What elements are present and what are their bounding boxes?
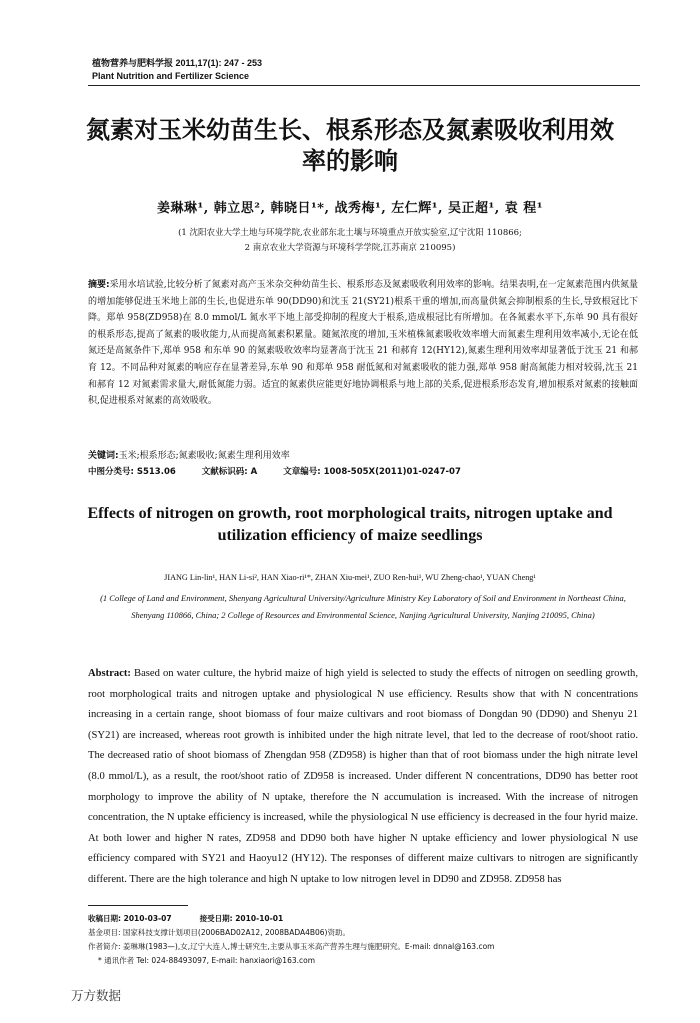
journal-header: [92, 57, 262, 83]
en-title: Effects of nitrogen on growth, root morphological traits, nitrogen uptake and utilization efficiency of maize seedlings: [87, 505, 613, 544]
header-rule: [88, 85, 640, 86]
document-code: 文献标识码: A: [201, 467, 258, 477]
cn-affiliation-1: (1 沈阳农业大学土地与环境学院,农业部东北土壤与环境重点开放实验室,辽宁沈阳 110866;: [178, 228, 522, 238]
accepted-date: 接受日期: 2010-10-01: [199, 914, 284, 923]
en-abstract: [88, 664, 638, 902]
keywords-label: 关键词:: [88, 451, 119, 461]
journal-en-line: Plant Nutrition and Fertilizer Science: [92, 71, 250, 81]
classification-line: [88, 464, 638, 481]
footnote-funding: 基金项目: 国家科技支撑计划项目(2006BAD02A12, 2008BADA4B06)资助。: [88, 928, 350, 937]
cn-title: 氮素对玉米幼苗生长、根系形态及氮素吸收利用效率的影响: [86, 116, 614, 175]
article-number: 文章编号: 1008-505X(2011)01-0247-07: [283, 467, 461, 477]
footnote-rule: [88, 905, 188, 906]
cn-affiliation: [80, 226, 620, 256]
en-authors: JIANG Lin-lin¹, HAN Li-si², HAN Xiao-ri¹*, ZHAN Xiu-mei¹, ZUO Ren-hui¹, WU Zheng-chao¹, YUAN Cheng¹: [164, 573, 536, 582]
clc-number: 中图分类号: S513.06: [88, 467, 176, 477]
en-affiliation: (1 College of Land and Environment, Shenyang Agricultural University/Agriculture Ministry Key Laboratory of Soil and Environment in Northeast China, Shenyang 110866, China; 2 College of Resources and Environmental Science, Nanjing Agricultural University, Nanjing 210095, China): [100, 593, 626, 620]
footnote-dates: [88, 912, 640, 925]
footnote-author-info: 作者简介: 姜琳琳(1983—),女,辽宁大连人,博士研究生,主要从事玉米高产营养生理与施肥研究。E-mail: dnnal@163.com: [88, 942, 495, 951]
cn-abstract-text: 采用水培试验,比较分析了氮素对高产玉米杂交种幼苗生长、根系形态及氮素吸收利用效率的影响。结果表明,在一定氮素范围内供氮量的增加能够促进玉米地上部的生长,也促进东单 90(DD90)和沈玉 21(SY21)根系干重的增加,而高量供氮会抑制根系的生长,导致根冠比下降。郑单 958(ZD958)在 8.0 mmol/L 氮水平下地上部受抑制的程度大于根系,造成根冠比有所增加。在各氮素水平下,东单 90 具有很好的根系形态,提高了氮素的吸收能力,从而提高氮素积累量。随氮浓度的增加,玉米植株氮素吸收效率增大而氮素生理利用效率减小,无论在低氮还是高氮条件下,郑单 958 和东单 90 的氮素吸收效率均显著高于沈玉 21 和郝育 12(HY12),氮素生理利用效率却显著低于沈玉 21 和郝育 12。不同品种对氮素的响应存在显著差异,东单 90 和郑单 958 耐低氮和对氮素吸收的能力强,郑单 958 耐高氮能力相对较弱,沈玉 21 和郝育 12 对氮素需求量大,耐低氮能力弱。适宜的氮素供应能更好地协调根系与地上部的关系,促进根系形态发育,增加根系对氮素的接触面积,促进根系对氮素的高效吸收。: [88, 280, 638, 407]
cn-abstract-label: 摘要:: [88, 280, 110, 290]
en-abstract-text: Based on water culture, the hybrid maize of high yield is selected to study the effects of nitrogen on seedling growth, root morphological traits and nitrogen uptake and physiological N use efficiency. Results show that with N concentrations increasing in a certain range, shoot biomass of four maize cultivars and root biomass of Dongdan 90 (DD90) and Shenyu 21 (SY21) are increased, whereas root growth is inhibited under the high nitrate level, that led to the decrease of root/shoot ratio. The decreased ratio of shoot biomass of Zhengdan 958 (ZD958) is higher than that of root biomass under the high nitrate level (8.0 mmol/L), as a result, the root/shoot ratio of ZD958 is increased. Under different N concentrations, DD90 has better root morphology to improve the ability of N uptake, therefore the N accumulation is increased. With the increase of nitrogen concentration, the N uptake efficiency is increased, while the physiological N use efficiency is decreased in the four hyrid maize. At both lower and higher N rates, ZD958 and DD90 both have higher N uptake efficiency and lower physiological N use efficiency compared with SY21 and Haoyu12 (HY12). The responses of different maize cultivars to nitrogen are significantly different. There are the high tolerance and high N uptake to low nitrogen level in DD90 and ZD958. ZD958 has: [88, 668, 638, 885]
cn-authors: 姜琳琳¹, 韩立思², 韩晓日¹*, 战秀梅¹, 左仁辉¹, 吴正超¹, 袁 程¹: [157, 201, 543, 216]
received-date: 收稿日期: 2010-03-07: [88, 914, 172, 923]
keywords: [88, 448, 638, 465]
watermark: 万方数据: [71, 988, 122, 1003]
en-abstract-label: Abstract:: [88, 668, 131, 679]
cn-abstract: [88, 277, 638, 457]
keywords-text: 玉米;根系形态;氮素吸收;氮素生理利用效率: [118, 451, 290, 461]
journal-cn-line: 植物营养与肥料学报 2011,17(1): 247 - 253: [92, 58, 263, 68]
footnote-corresponding: * 通讯作者 Tel: 024-88493097, E-mail: hanxiaori@163.com: [98, 956, 316, 965]
cn-affiliation-2: 2 南京农业大学资源与环境科学学院,江苏南京 210095): [244, 243, 456, 253]
